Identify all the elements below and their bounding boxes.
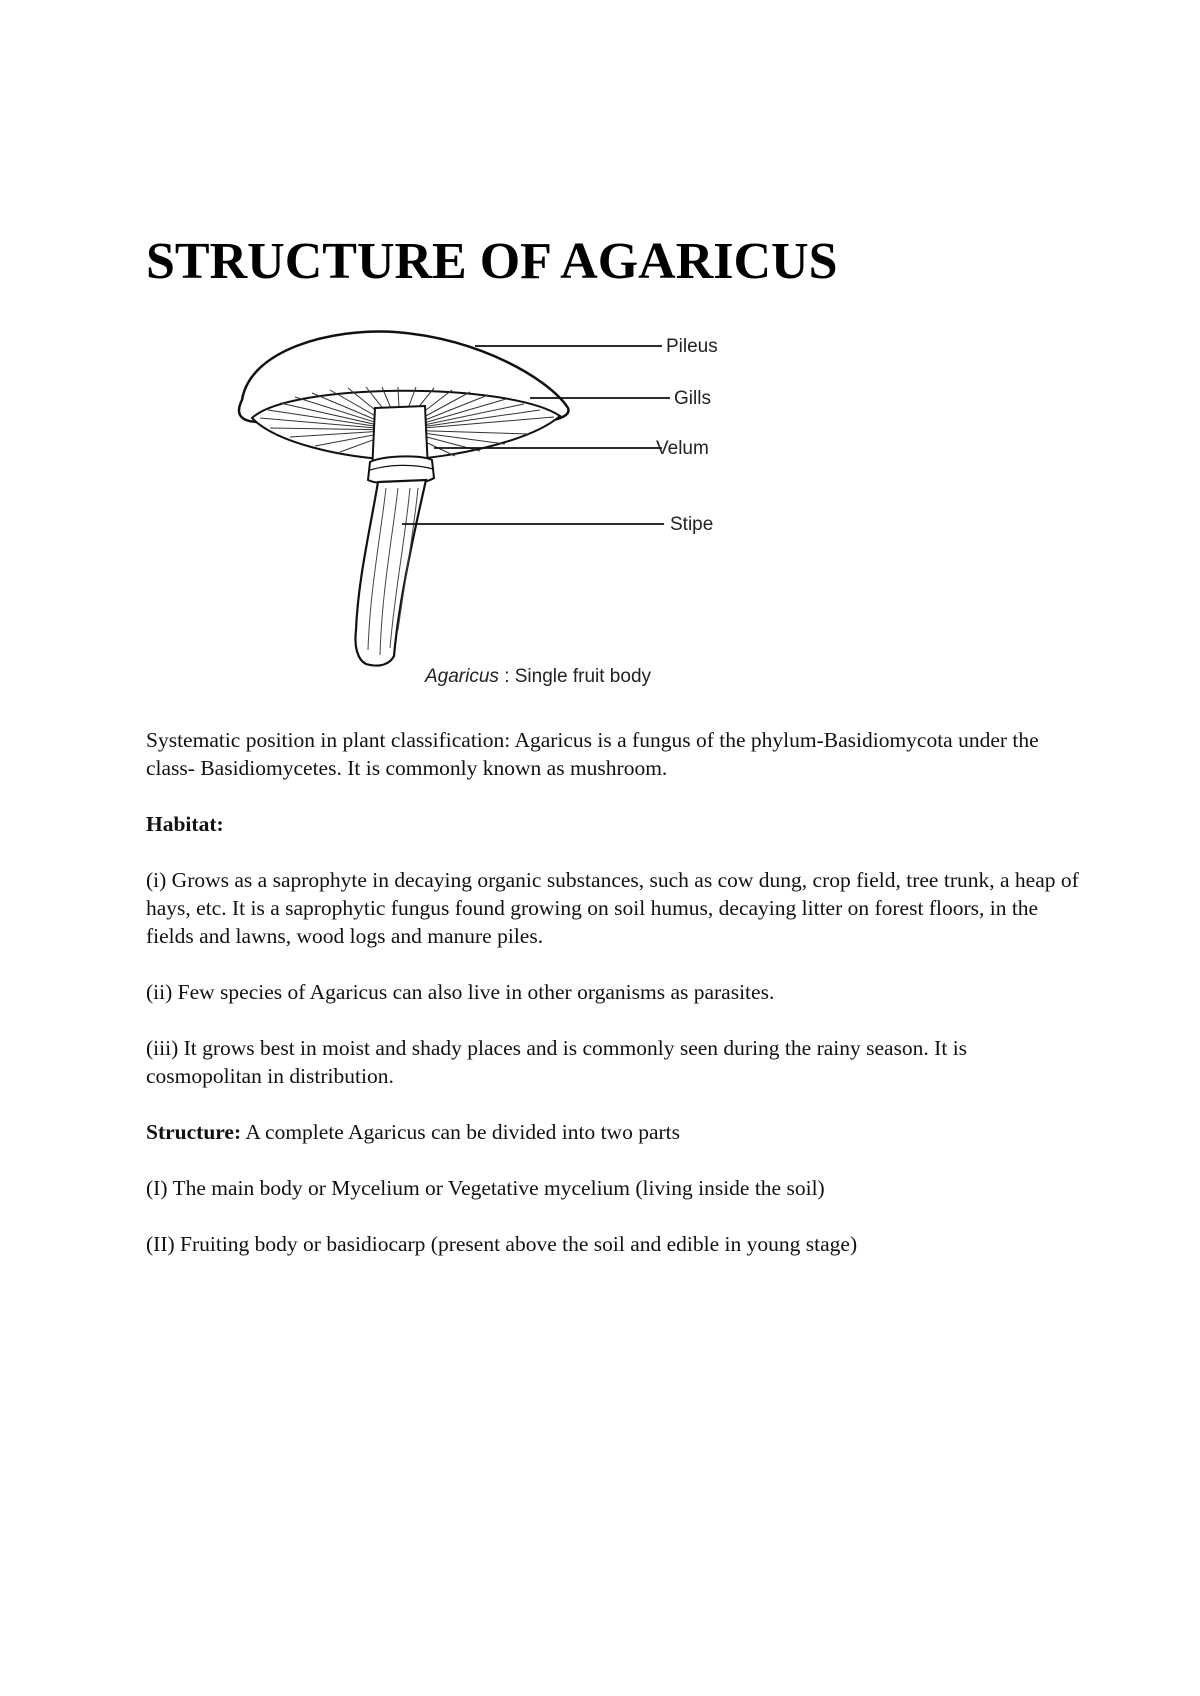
structure-label: Structure: <box>146 1120 242 1144</box>
agaricus-diagram <box>230 330 850 700</box>
label-gills: Gills <box>674 388 711 409</box>
caption-rest: : Single fruit body <box>498 666 652 687</box>
label-velum: Velum <box>656 438 709 459</box>
caption-italic: Agaricus <box>425 666 499 687</box>
part-2: (II) Fruiting body or basidiocarp (present above the soil and edible in young stage) <box>146 1232 858 1256</box>
agaricus-illustration <box>230 330 850 700</box>
document-body <box>146 726 1086 1286</box>
habitat-item-3: (iii) It grows best in moist and shady places and is commonly seen during the rainy season. It is cosmopolitan in distribution. <box>146 1036 968 1088</box>
structure-text: A complete Agaricus can be divided into two parts <box>241 1120 681 1144</box>
figure-caption <box>424 666 652 687</box>
habitat-item-2: (ii) Few species of Agaricus can also live in other organisms as parasites. <box>146 980 775 1004</box>
label-pileus: Pileus <box>666 336 718 357</box>
systematic-paragraph: Systematic position in plant classification: Agaricus is a fungus of the phylum-Basidiomycota under the class- Basidiomycetes. It is commonly known as mushroom. <box>146 728 1039 780</box>
habitat-item-1: (i) Grows as a saprophyte in decaying organic substances, such as cow dung, crop field, tree trunk, a heap of hays, etc. It is a saprophytic fungus found growing on soil humus, decaying litter on forest floors, in the fields and lawns, wood logs and manure piles. <box>146 868 1079 948</box>
page-title: STRUCTURE OF AGARICUS <box>146 233 838 290</box>
part-1: (I) The main body or Mycelium or Vegetative mycelium (living inside the soil) <box>146 1176 825 1200</box>
structure-paragraph <box>146 1118 1086 1146</box>
habitat-heading: Habitat: <box>146 812 224 836</box>
label-stipe: Stipe <box>670 514 714 535</box>
